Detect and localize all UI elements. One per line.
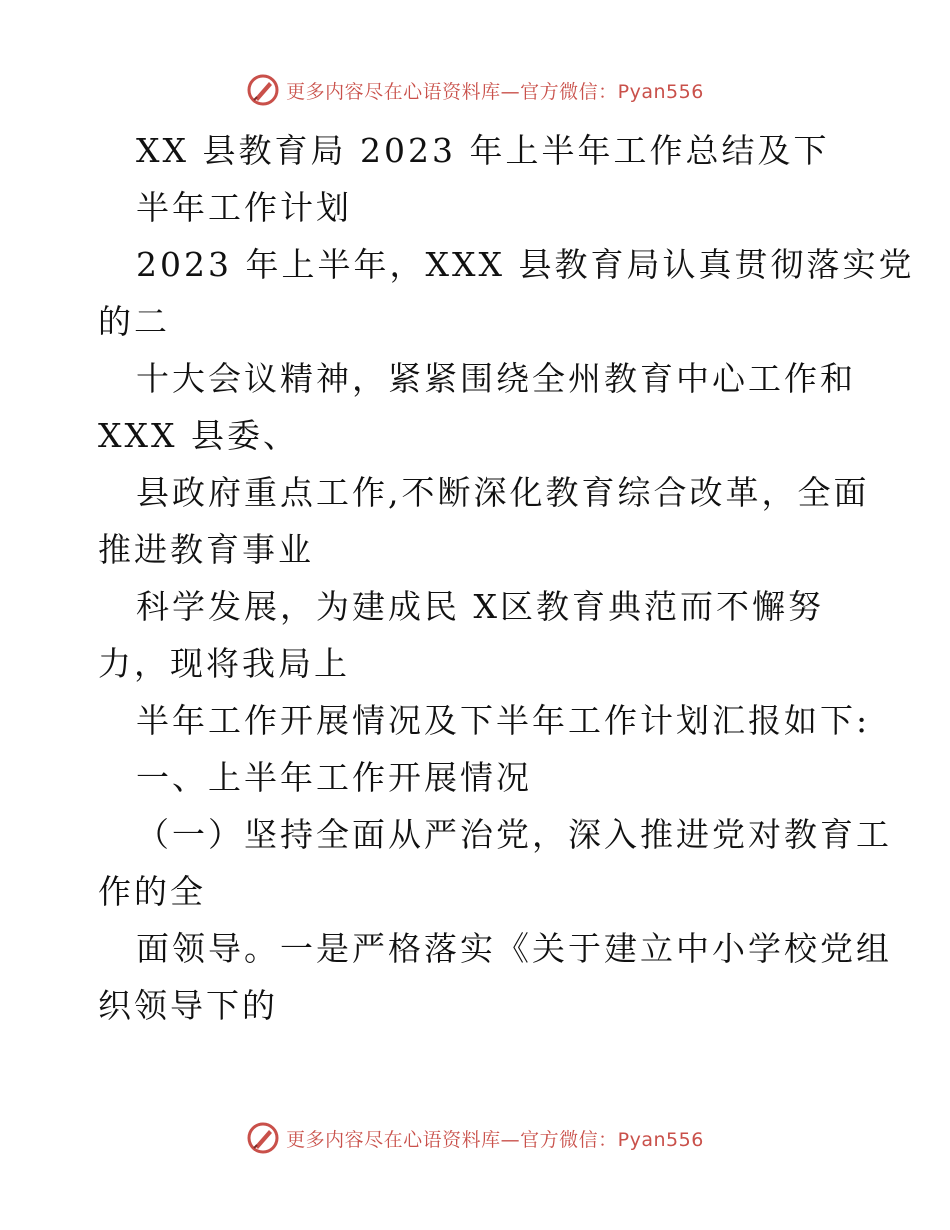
text-line: 作的全 xyxy=(98,872,206,911)
text-line: 织领导下的 xyxy=(98,986,278,1025)
text-line: 县政府重点工作,不断深化教育综合改革，全面 xyxy=(136,473,870,512)
pen-logo-icon xyxy=(246,1121,280,1155)
text-line: 半年工作开展情况及下半年工作计划汇报如下: xyxy=(136,701,871,740)
text-line: 的二 xyxy=(98,302,170,341)
text-line: （一）坚持全面从严治党，深入推进党对教育工 xyxy=(136,815,892,854)
text-line: 面领导。一是严格落实《关于建立中小学校党组 xyxy=(136,929,892,968)
text-line: XX 县教育局 2023 年上半年工作总结及下 xyxy=(136,131,830,170)
text-line: XXX 县委、 xyxy=(98,416,299,455)
document-body xyxy=(98,122,915,1034)
text-line: 十大会议精神，紧紧围绕全州教育中心工作和 xyxy=(136,359,856,398)
footer-watermark xyxy=(0,1118,950,1158)
text-line: 科学发展，为建成民 X区教育典范而不懈努 xyxy=(136,587,824,626)
header-watermark xyxy=(0,70,950,110)
text-line: 一、上半年工作开展情况 xyxy=(136,758,532,797)
watermark-text: 更多内容尽在心语资料库—官方微信：Pyan556 xyxy=(286,1128,704,1151)
watermark-text: 更多内容尽在心语资料库—官方微信：Pyan556 xyxy=(286,80,704,103)
text-line: 力，现将我局上 xyxy=(98,644,350,683)
text-line: 2023 年上半年，XXX 县教育局认真贯彻落实党 xyxy=(136,245,915,284)
text-line: 推进教育事业 xyxy=(98,530,314,569)
text-line: 半年工作计划 xyxy=(136,188,352,227)
pen-logo-icon xyxy=(246,73,280,107)
